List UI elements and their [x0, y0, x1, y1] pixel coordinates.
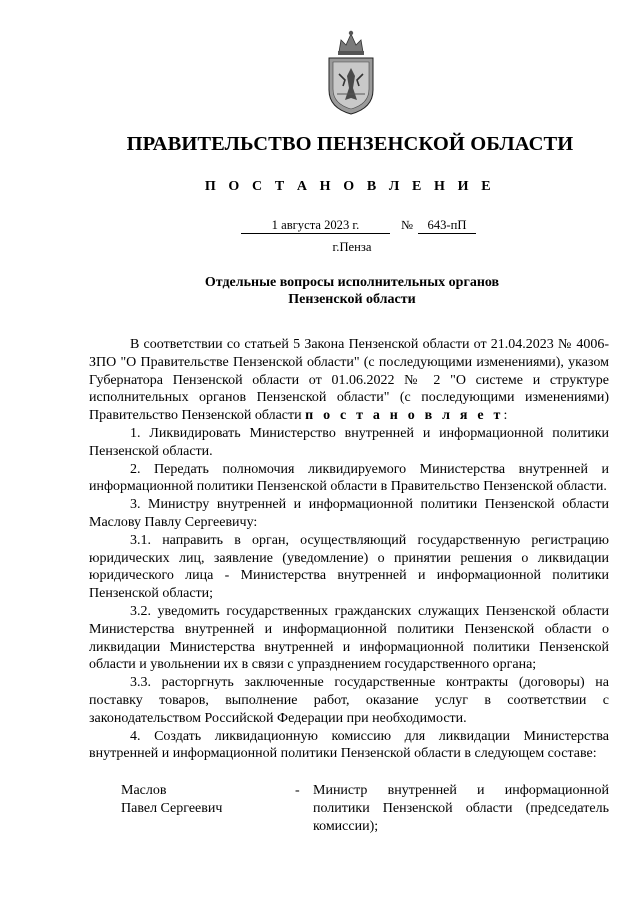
document-type: П О С Т А Н О В Л Е Н И Е [204, 179, 496, 194]
paragraph-3-3: 3.3. расторгнуть заключенные государственные контракты (договоры) на поставку товаров, выполнение работ, оказание услуг в соответствии с законодательством Российской Федерации при необходимости. [89, 675, 609, 726]
document-number: 643-пП [418, 218, 476, 234]
decree-word: п о с т а н о в л я е т [305, 408, 504, 424]
preamble-text: В соответствии со статьей 5 Закона Пензенской области от 21.04.2023 № 4006-ЗПО "О Правительстве Пензенской области" (с последующими изменениями), указом Губернатора Пензенской области от 01.06.2022 № 2 "О системе и структуре исполнительных органов Пензенской области" (с последующими изменениями) Правительство Пензенской области [89, 337, 609, 424]
member-given-names: Павел Сергеевич [121, 800, 223, 816]
member-dash: - [295, 783, 300, 798]
document-date: 1 августа 2023 г. [241, 218, 390, 234]
paragraph-3-2: 3.2. уведомить государственных гражданских служащих Пензенской области Министерства внутренней и информационной политики Пензенской области о ликвидации Министерства внутренней и информационной политики Пензенской области и увольнении их в связи с упразднением государственного органа; [89, 603, 609, 673]
paragraph-2: 2. Передать полномочия ликвидируемого Министерства внутренней и информационной политики Пензенской области в Правительство Пензенской области. [89, 461, 609, 495]
preamble-paragraph: В соответствии со статьей 5 Закона Пензенской области от 21.04.2023 № 4006-ЗПО "О Правительстве Пензенской области" (с последующими изменениями), указом Губернатора Пензенской области от 01.06.2022 № 2 "О системе и структуре исполнительных органов Пензенской области" (с последующими изменениями) Правительство Пензенской области п о с т а н о в л я е т: [89, 337, 609, 424]
member-role: Министр внутренней и информационной политики Пензенской области (председатель комиссии); [313, 783, 609, 834]
paragraph-3-1: 3.1. направить в орган, осуществляющий государственную регистрацию юридических лиц, заявление (уведомление) о принятии решения о ликвидации юридического лица - Министерства внутренней и информационной политики Пензенской области; [89, 532, 609, 602]
member-name [121, 782, 222, 818]
number-label: № [401, 218, 414, 232]
paragraph-4: 4. Создать ликвидационную комиссию для ликвидации Министерства внутренней и информационной политики Пензенской области в следующем составе: [89, 728, 609, 762]
city: г.Пенза [332, 240, 372, 254]
coat-of-arms-icon [321, 28, 381, 116]
paragraph-3: 3. Министру внутренней и информационной политики Пензенской области Маслову Павлу Сергеевичу: [89, 497, 609, 530]
paragraph-1: 1. Ликвидировать Министерство внутренней и информационной политики Пензенской области. [89, 425, 609, 459]
government-title: ПРАВИТЕЛЬСТВО ПЕНЗЕНСКОЙ ОБЛАСТИ [126, 133, 574, 155]
subject-line-2: Пензенской области [288, 292, 416, 307]
document-body [89, 336, 609, 763]
subject-line-1: Отдельные вопросы исполнительных органов [204, 275, 500, 290]
member-surname: Маслов [121, 783, 167, 798]
document-subject [0, 274, 640, 308]
